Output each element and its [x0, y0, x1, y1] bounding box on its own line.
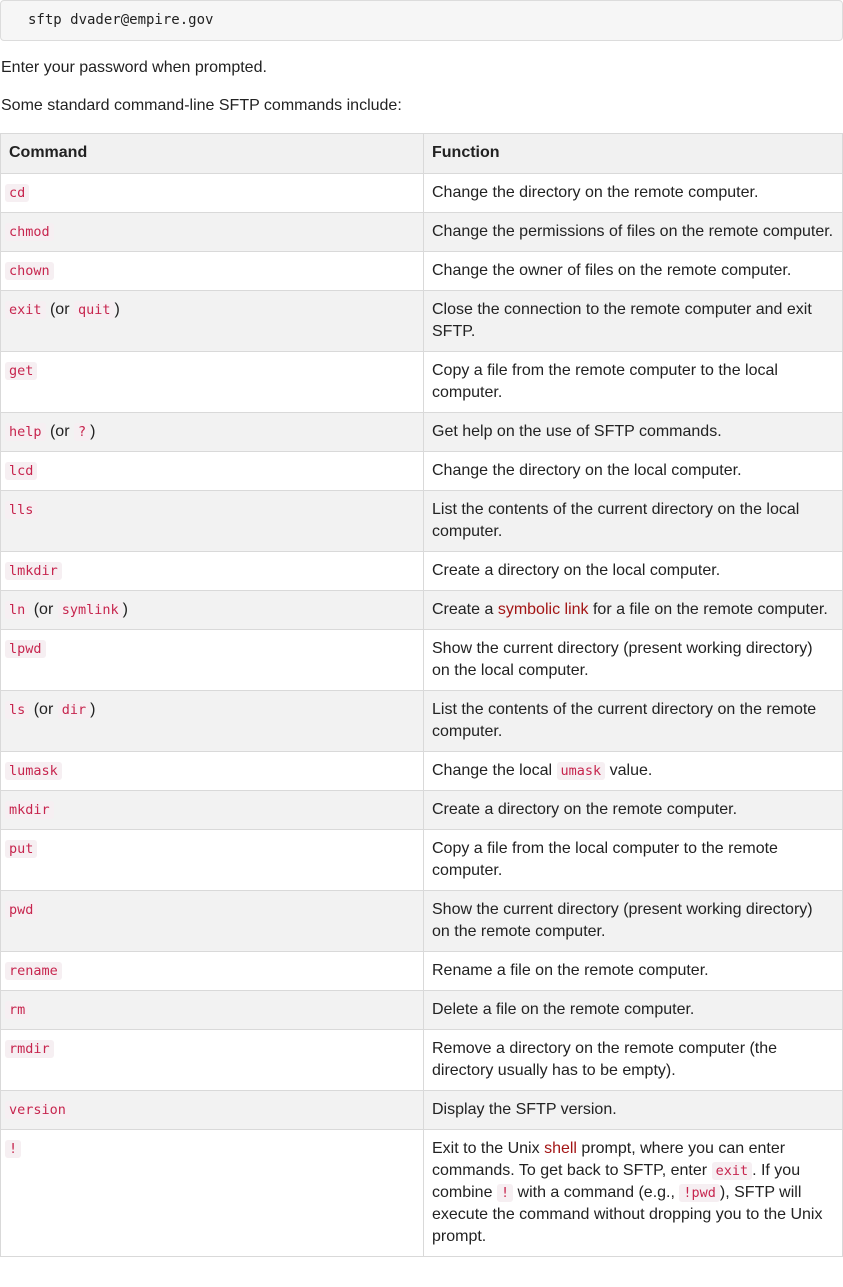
symbolic-link-link[interactable]: symbolic link [497, 601, 589, 618]
code-block-command: sftp dvader@empire.gov [28, 12, 214, 28]
code-block [0, 0, 843, 41]
command-code: mkdir [5, 801, 54, 819]
command-alias-code: dir [58, 701, 90, 719]
command-cell [1, 830, 424, 891]
table-row [1, 952, 843, 991]
table-row [1, 552, 843, 591]
command-cell [1, 791, 424, 830]
table-row [1, 291, 843, 352]
command-cell [1, 413, 424, 452]
function-text: with a command (e.g., [517, 1184, 675, 1201]
command-code: rm [5, 1001, 29, 1019]
shell-link[interactable]: shell [544, 1140, 577, 1157]
table-row [1, 830, 843, 891]
function-cell: List the contents of the current directory on the remote computer. [424, 691, 843, 752]
table-row [1, 252, 843, 291]
table-row [1, 413, 843, 452]
command-alias-code: quit [74, 301, 115, 319]
command-code: chmod [5, 223, 54, 241]
command-cell [1, 174, 424, 213]
command-code: rename [5, 962, 62, 980]
table-row [1, 1091, 843, 1130]
command-cell [1, 1091, 424, 1130]
function-cell: Create a directory on the local computer. [424, 552, 843, 591]
function-cell: Show the current directory (present working directory) on the remote computer. [424, 891, 843, 952]
function-text: . If you combine [432, 1162, 801, 1201]
function-cell: Copy a file from the remote computer to the local computer. [424, 352, 843, 413]
command-cell [1, 291, 424, 352]
command-close-paren: ) [90, 423, 96, 440]
command-code: help [5, 423, 46, 441]
function-text: value. [609, 762, 653, 779]
command-code: lumask [5, 762, 62, 780]
bang-code: ! [497, 1184, 513, 1202]
function-cell: Delete a file on the remote computer. [424, 991, 843, 1030]
command-code: ln [5, 601, 29, 619]
command-cell [1, 591, 424, 630]
function-text: for a file on the remote computer. [592, 601, 828, 618]
command-cell [1, 491, 424, 552]
command-alias-code: ? [74, 423, 90, 441]
table-row [1, 213, 843, 252]
command-code: chown [5, 262, 54, 280]
table-row [1, 352, 843, 413]
sftp-commands-table [0, 133, 843, 1257]
table-row [1, 630, 843, 691]
function-cell: Close the connection to the remote computer and exit SFTP. [424, 291, 843, 352]
command-close-paren: ) [90, 701, 96, 718]
command-cell [1, 891, 424, 952]
table-row [1, 591, 843, 630]
function-cell: Change the directory on the local computer. [424, 452, 843, 491]
command-code: version [5, 1101, 70, 1119]
command-cell [1, 952, 424, 991]
table-row [1, 174, 843, 213]
function-text: Exit to the Unix [432, 1140, 540, 1157]
table-header-row [1, 134, 843, 174]
bang-pwd-code: !pwd [679, 1184, 720, 1202]
command-cell [1, 213, 424, 252]
umask-code: umask [557, 762, 606, 780]
password-instruction: Enter your password when prompted. [1, 59, 267, 76]
command-close-paren: ) [114, 301, 120, 318]
function-cell [424, 1130, 843, 1257]
function-cell: Remove a directory on the remote computer (the directory usually has to be empty). [424, 1030, 843, 1091]
function-text: Change the local [432, 762, 553, 779]
command-cell [1, 752, 424, 791]
command-code: exit [5, 301, 46, 319]
command-or-text: (or [49, 301, 70, 318]
command-code: ! [5, 1140, 21, 1158]
function-cell: Change the owner of files on the remote computer. [424, 252, 843, 291]
function-text: ), SFTP will execute the command without dropping you to the Unix prompt. [432, 1184, 823, 1245]
function-cell: List the contents of the current directory on the local computer. [424, 491, 843, 552]
function-cell: Rename a file on the remote computer. [424, 952, 843, 991]
table-row [1, 452, 843, 491]
command-code: cd [5, 184, 29, 202]
function-cell [424, 591, 843, 630]
function-cell: Create a directory on the remote computer. [424, 791, 843, 830]
command-or-text: (or [49, 423, 70, 440]
command-cell [1, 552, 424, 591]
command-code: lls [5, 501, 37, 519]
command-or-text: (or [33, 601, 54, 618]
command-code: pwd [5, 901, 37, 919]
function-text: Create a [432, 601, 494, 618]
command-code: ls [5, 701, 29, 719]
command-cell [1, 352, 424, 413]
command-cell [1, 691, 424, 752]
exit-code: exit [712, 1162, 753, 1180]
table-row [1, 491, 843, 552]
command-code: lpwd [5, 640, 46, 658]
function-cell: Copy a file from the local computer to the remote computer. [424, 830, 843, 891]
function-cell: Display the SFTP version. [424, 1091, 843, 1130]
function-text: prompt, where you can enter commands. To get back to SFTP, enter [432, 1140, 786, 1179]
command-code: get [5, 362, 37, 380]
command-cell [1, 252, 424, 291]
commands-intro: Some standard command-line SFTP commands include: [1, 97, 402, 114]
table-row [1, 691, 843, 752]
function-cell [424, 752, 843, 791]
command-cell [1, 452, 424, 491]
header-function: Function [424, 134, 843, 174]
command-cell [1, 991, 424, 1030]
table-row [1, 1130, 843, 1257]
command-code: rmdir [5, 1040, 54, 1058]
command-code: lcd [5, 462, 37, 480]
function-cell: Change the permissions of files on the remote computer. [424, 213, 843, 252]
command-cell [1, 1030, 424, 1091]
table-row [1, 752, 843, 791]
command-alias-code: symlink [58, 601, 123, 619]
command-code: put [5, 840, 37, 858]
command-or-text: (or [33, 701, 54, 718]
command-cell [1, 630, 424, 691]
function-cell: Show the current directory (present working directory) on the local computer. [424, 630, 843, 691]
command-code: lmkdir [5, 562, 62, 580]
table-row [1, 791, 843, 830]
command-cell [1, 1130, 424, 1257]
table-row [1, 891, 843, 952]
table-row [1, 991, 843, 1030]
table-row [1, 1030, 843, 1091]
command-close-paren: ) [122, 601, 128, 618]
function-cell: Get help on the use of SFTP commands. [424, 413, 843, 452]
header-command: Command [1, 134, 424, 174]
function-cell: Change the directory on the remote computer. [424, 174, 843, 213]
